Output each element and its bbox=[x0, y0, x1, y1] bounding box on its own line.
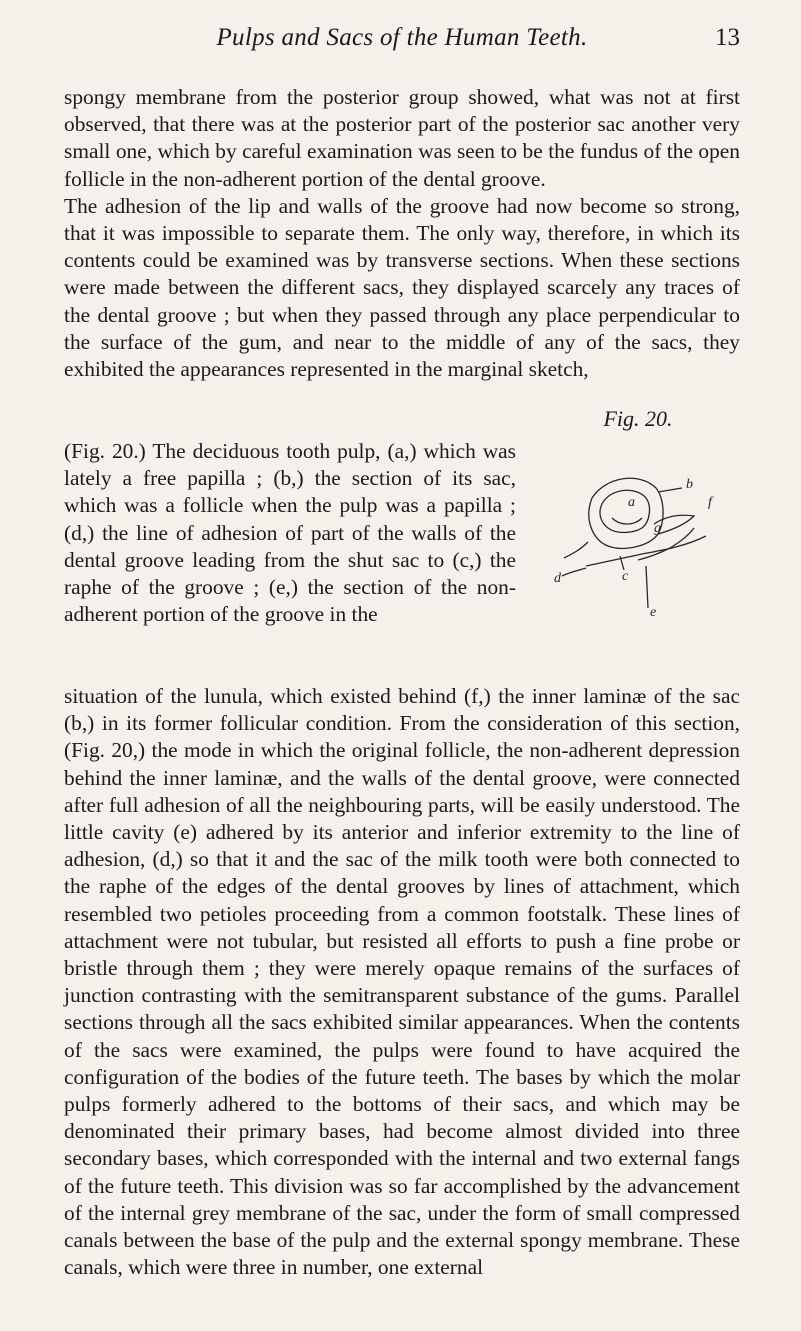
paragraph-wrap: (Fig. 20.) The deciduous tooth pulp, (a,) which was lately a free papilla ; (b,) the section of its sac, which was a follicle when the pulp was a papilla ; (d,) the line of adhesion of part of the walls of the dental groove leading from the shut sac to (c,) the raphe of the groove ; (e,) the section of the non-adherent portion of the groove in the bbox=[64, 439, 516, 627]
raphe-line bbox=[564, 542, 588, 558]
page-number: 13 bbox=[715, 24, 740, 51]
inner-laminae bbox=[612, 518, 642, 524]
paragraph-2: The adhesion of the lip and walls of the groove had now become so strong, that it was impossible to separate them. The only way, therefore, in which its contents could be examined was by transverse sections. When these sections were made between the different sacs, they displayed scarcely any traces of the dental groove ; but when they passed through any place perpendicular to the surface of the gum, and near to the middle of any of the sacs, they exhibited the appearances represented in the marginal sketch, bbox=[64, 193, 740, 382]
label-b: b bbox=[686, 477, 693, 492]
figure-20 bbox=[536, 400, 740, 660]
tooth-section-sketch bbox=[546, 458, 726, 628]
figure-caption: Fig. 20. bbox=[603, 406, 673, 431]
adhesion-line bbox=[586, 536, 706, 566]
b-leader bbox=[658, 488, 682, 492]
label-f: f bbox=[708, 495, 712, 510]
body-text-bottom: situation of the lunula, which existed behind (f,) the inner laminæ of the sac (b,) in its former follicular condition. From the consideration of this section, (Fig. 20,) the mode in which the original follicle, the non-adherent depression behind the inner laminæ, and the walls of the dental groove, were connected after full adhesion of all the neighbouring parts, will be easily understood. The little cavity (e) adhered by its anterior and inferior extremity to the line of adhesion, (d,) so that it and the sac of the milk tooth were both connected to the raphe of the edges of the dental grooves by lines of attachment, which resembled two petioles proceeding from a common footstalk. These lines of attachment were not tubular, but resisted all efforts to push a fine probe or bristle through them ; they were merely opaque remains of the surfaces of junction contrasting with the semitransparent substance of the gums. Parallel sections through all the sacs exhibited similar appearances. When the contents of the sacs were examined, the pulps were found to have acquired the configuration of the bodies of the future teeth. The bases by which the molar pulps formerly adhered to the bottoms of their sacs, and which may be denominated their primary bases, had become almost divided into three secondary bases, which corresponded with the internal and two external fangs of the future teeth. This division was so far accomplished by the advancement of the internal grey membrane of the sac, under the form of small compressed canals between the base of the pulp and the external spongy membrane. These canals, which were three in number, one external bbox=[64, 684, 740, 1280]
label-a: a bbox=[628, 495, 635, 510]
paragraph-1: spongy membrane from the posterior group showed, what was not at first observed, that there was at the posterior part of the posterior sac another very small one, which by careful examination was seen to be the fundus of the open follicle in the non-adherent portion of the dental groove. bbox=[64, 85, 740, 191]
running-title: Pulps and Sacs of the Human Teeth. bbox=[216, 24, 588, 51]
footstalk-line bbox=[646, 566, 648, 608]
d-leader bbox=[562, 568, 586, 576]
body-text-top bbox=[64, 84, 740, 383]
pulp-outline bbox=[600, 490, 649, 532]
label-g: g bbox=[654, 521, 661, 536]
label-d: d bbox=[554, 571, 561, 586]
label-c: c bbox=[622, 569, 629, 584]
label-e: e bbox=[650, 605, 657, 620]
running-header bbox=[64, 20, 740, 60]
